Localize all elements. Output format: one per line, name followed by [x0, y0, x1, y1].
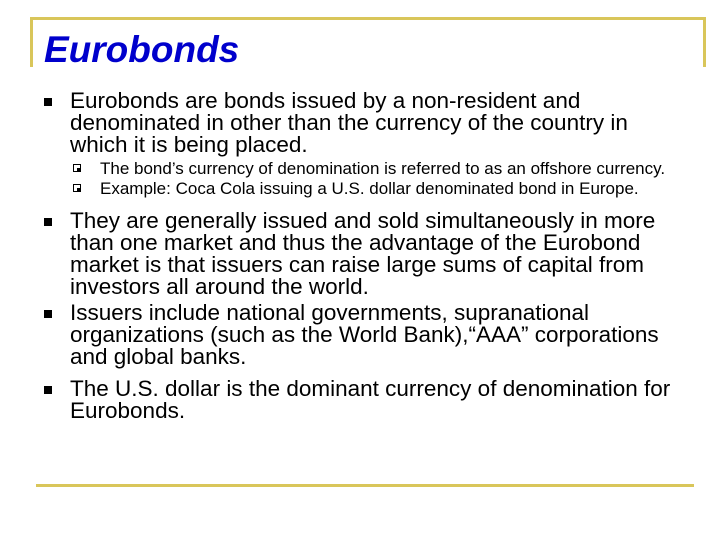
sub-bullet-text: Example: Coca Cola issuing a U.S. dollar denominated bond in Europe.	[100, 179, 639, 198]
frame-top-rule	[30, 17, 706, 20]
square-bullet-icon	[44, 98, 52, 106]
square-bullet-icon	[44, 386, 52, 394]
sub-bullet-text: The bond’s currency of denomination is referred to as an offshore currency.	[100, 159, 666, 178]
sub-bullet-item-1	[70, 160, 684, 178]
bullet-item-4	[44, 378, 684, 422]
frame-left-rule	[30, 17, 33, 67]
bullet-text: Issuers include national governments, supranational organizations (such as the World Bank),“AAA” corporations and global banks.	[70, 300, 659, 369]
checkbox-bullet-icon	[73, 164, 81, 172]
square-bullet-icon	[44, 218, 52, 226]
sub-bullet-list	[70, 160, 684, 198]
bullet-item-3	[44, 302, 684, 368]
frame-right-rule	[703, 17, 706, 67]
bullet-text: The U.S. dollar is the dominant currency of denomination for Eurobonds.	[70, 376, 671, 423]
bullet-item-1	[44, 90, 684, 198]
square-bullet-icon	[44, 310, 52, 318]
bullet-list	[44, 90, 684, 422]
bullet-text: They are generally issued and sold simultaneously in more than one market and thus the advantage of the Eurobond market is that issuers can raise large sums of capital from investors all around the world.	[70, 208, 656, 299]
slide-title: Eurobonds	[44, 29, 240, 70]
sub-bullet-item-2	[70, 180, 684, 198]
bullet-text: Eurobonds are bonds issued by a non-resident and denominated in other than the currency of the country in which it is being placed.	[70, 88, 628, 157]
checkbox-bullet-icon	[73, 184, 81, 192]
bullet-item-2	[44, 210, 684, 298]
frame-bottom-rule	[36, 484, 694, 487]
